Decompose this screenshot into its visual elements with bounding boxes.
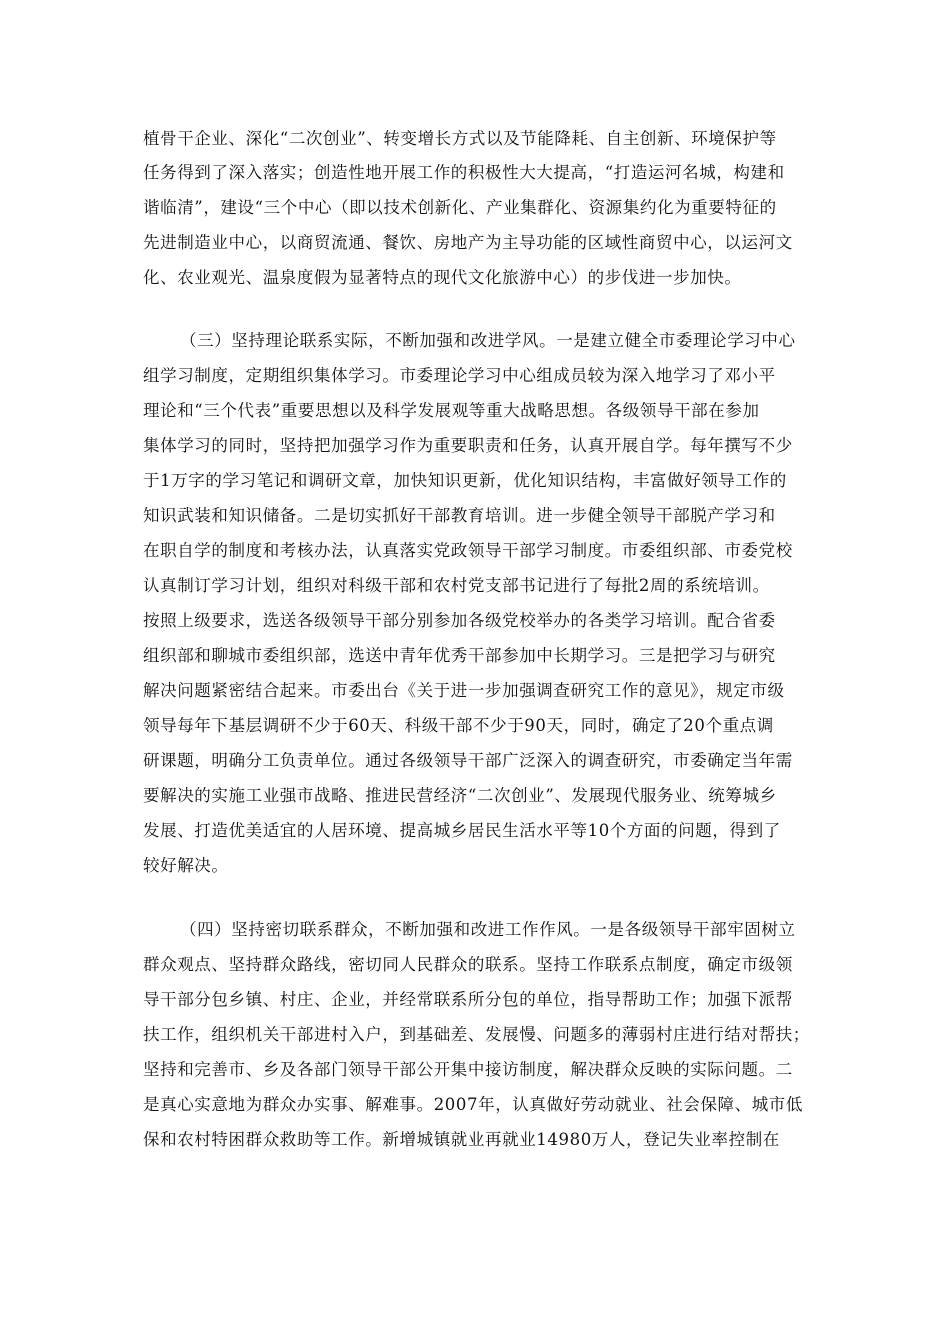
text-line: 要解决的实施工业强市战略、推进民营经济“二次创业”、发展现代服务业、统筹城乡 [143,786,777,805]
text-line: 于1万字的学习笔记和调研文章，加快知识更新，优化知识结构，丰富做好领导工作的 [143,471,787,490]
text-line: 研课题，明确分工负责单位。通过各级领导干部广泛深入的调查研究，市委确定当年需 [143,751,793,770]
text-line: 解决问题紧密结合起来。市委出台《关于进一步加强调查研究工作的意见》，规定市级 [143,681,785,700]
text-line: 群众观点、坚持群众路线，密切同人民群众的联系。坚持工作联系点制度，确定市级领 [143,955,793,974]
text-line: 坚持和完善市、乡及各部门领导干部公开集中接访制度，解决群众反映的实际问题。二 [143,1060,793,1079]
text-line: 集体学习的同时，坚持把加强学习作为重要职责和任务，认真开展自学。每年撰写不少 [143,436,793,455]
paragraph-heading-line: （三）坚持理论联系实际，不断加强和改进学风。一是建立健全市委理论学习中心 [180,331,796,350]
text-line: 领导每年下基层调研不少于60天、科级干部不少于90天，同时，确定了20个重点调 [143,716,774,735]
text-line: 化、农业观光、温泉度假为显著特点的现代文化旅游中心）的步伐进一步加快。 [143,268,742,287]
text-line: 扶工作，组织机关干部进村入户，到基础差、发展慢、问题多的薄弱村庄进行结对帮扶； [143,1025,810,1044]
text-line: 导干部分包乡镇、村庄、企业，并经常联系所分包的单位，指导帮助工作；加强下派帮 [143,990,793,1009]
text-line: 是真心实意地为群众办实事、解难事。2007年，认真做好劳动就业、社会保障、城市低 [143,1095,803,1114]
text-line: 组织部和聊城市委组织部，选送中青年优秀干部参加中长期学习。三是把学习与研究 [143,646,776,665]
text-line: 先进制造业中心，以商贸流通、餐饮、房地产为主导功能的区域性商贸中心，以运河文 [143,233,793,252]
text-line: 较好解决。 [143,856,229,875]
text-line: 谐临清”，建设“三个中心（即以技术创新化、产业集群化、资源集约化为重要特征的 [143,198,777,217]
text-line: 认真制订学习计划，组织对科级干部和农村党支部书记进行了每批2周的系统培训。 [143,576,770,595]
text-line: 知识武装和知识储备。二是切实抓好干部教育培训。进一步健全领导干部脱产学习和 [143,506,776,525]
text-line: 在职自学的制度和考核办法，认真落实党政领导干部学习制度。市委组织部、市委党校 [143,541,793,560]
paragraph-heading-line: （四）坚持密切联系群众，不断加强和改进工作作风。一是各级领导干部牢固树立 [180,920,796,939]
text-line: 保和农村特困群众救助等工作。新增城镇就业再就业14980万人，登记失业率控制在 [143,1130,780,1149]
text-line: 发展、打造优美适宜的人居环境、提高城乡居民生活水平等10个方面的问题，得到了 [143,821,781,840]
text-line: 理论和“三个代表”重要思想以及科学发展观等重大战略思想。各级领导干部在参加 [143,401,760,420]
text-line: 植骨干企业、深化“二次创业”、转变增长方式以及节能降耗、自主创新、环境保护等 [143,129,777,148]
text-line: 任务得到了深入落实；创造性地开展工作的积极性大大提高，“打造运河名城，构建和 [143,163,785,182]
text-line: 按照上级要求，选送各级领导干部分别参加各级党校举办的各类学习培训。配合省委 [143,611,776,630]
text-line: 组学习制度，定期组织集体学习。市委理论学习中心组成员较为深入地学习了邓小平 [143,366,776,385]
